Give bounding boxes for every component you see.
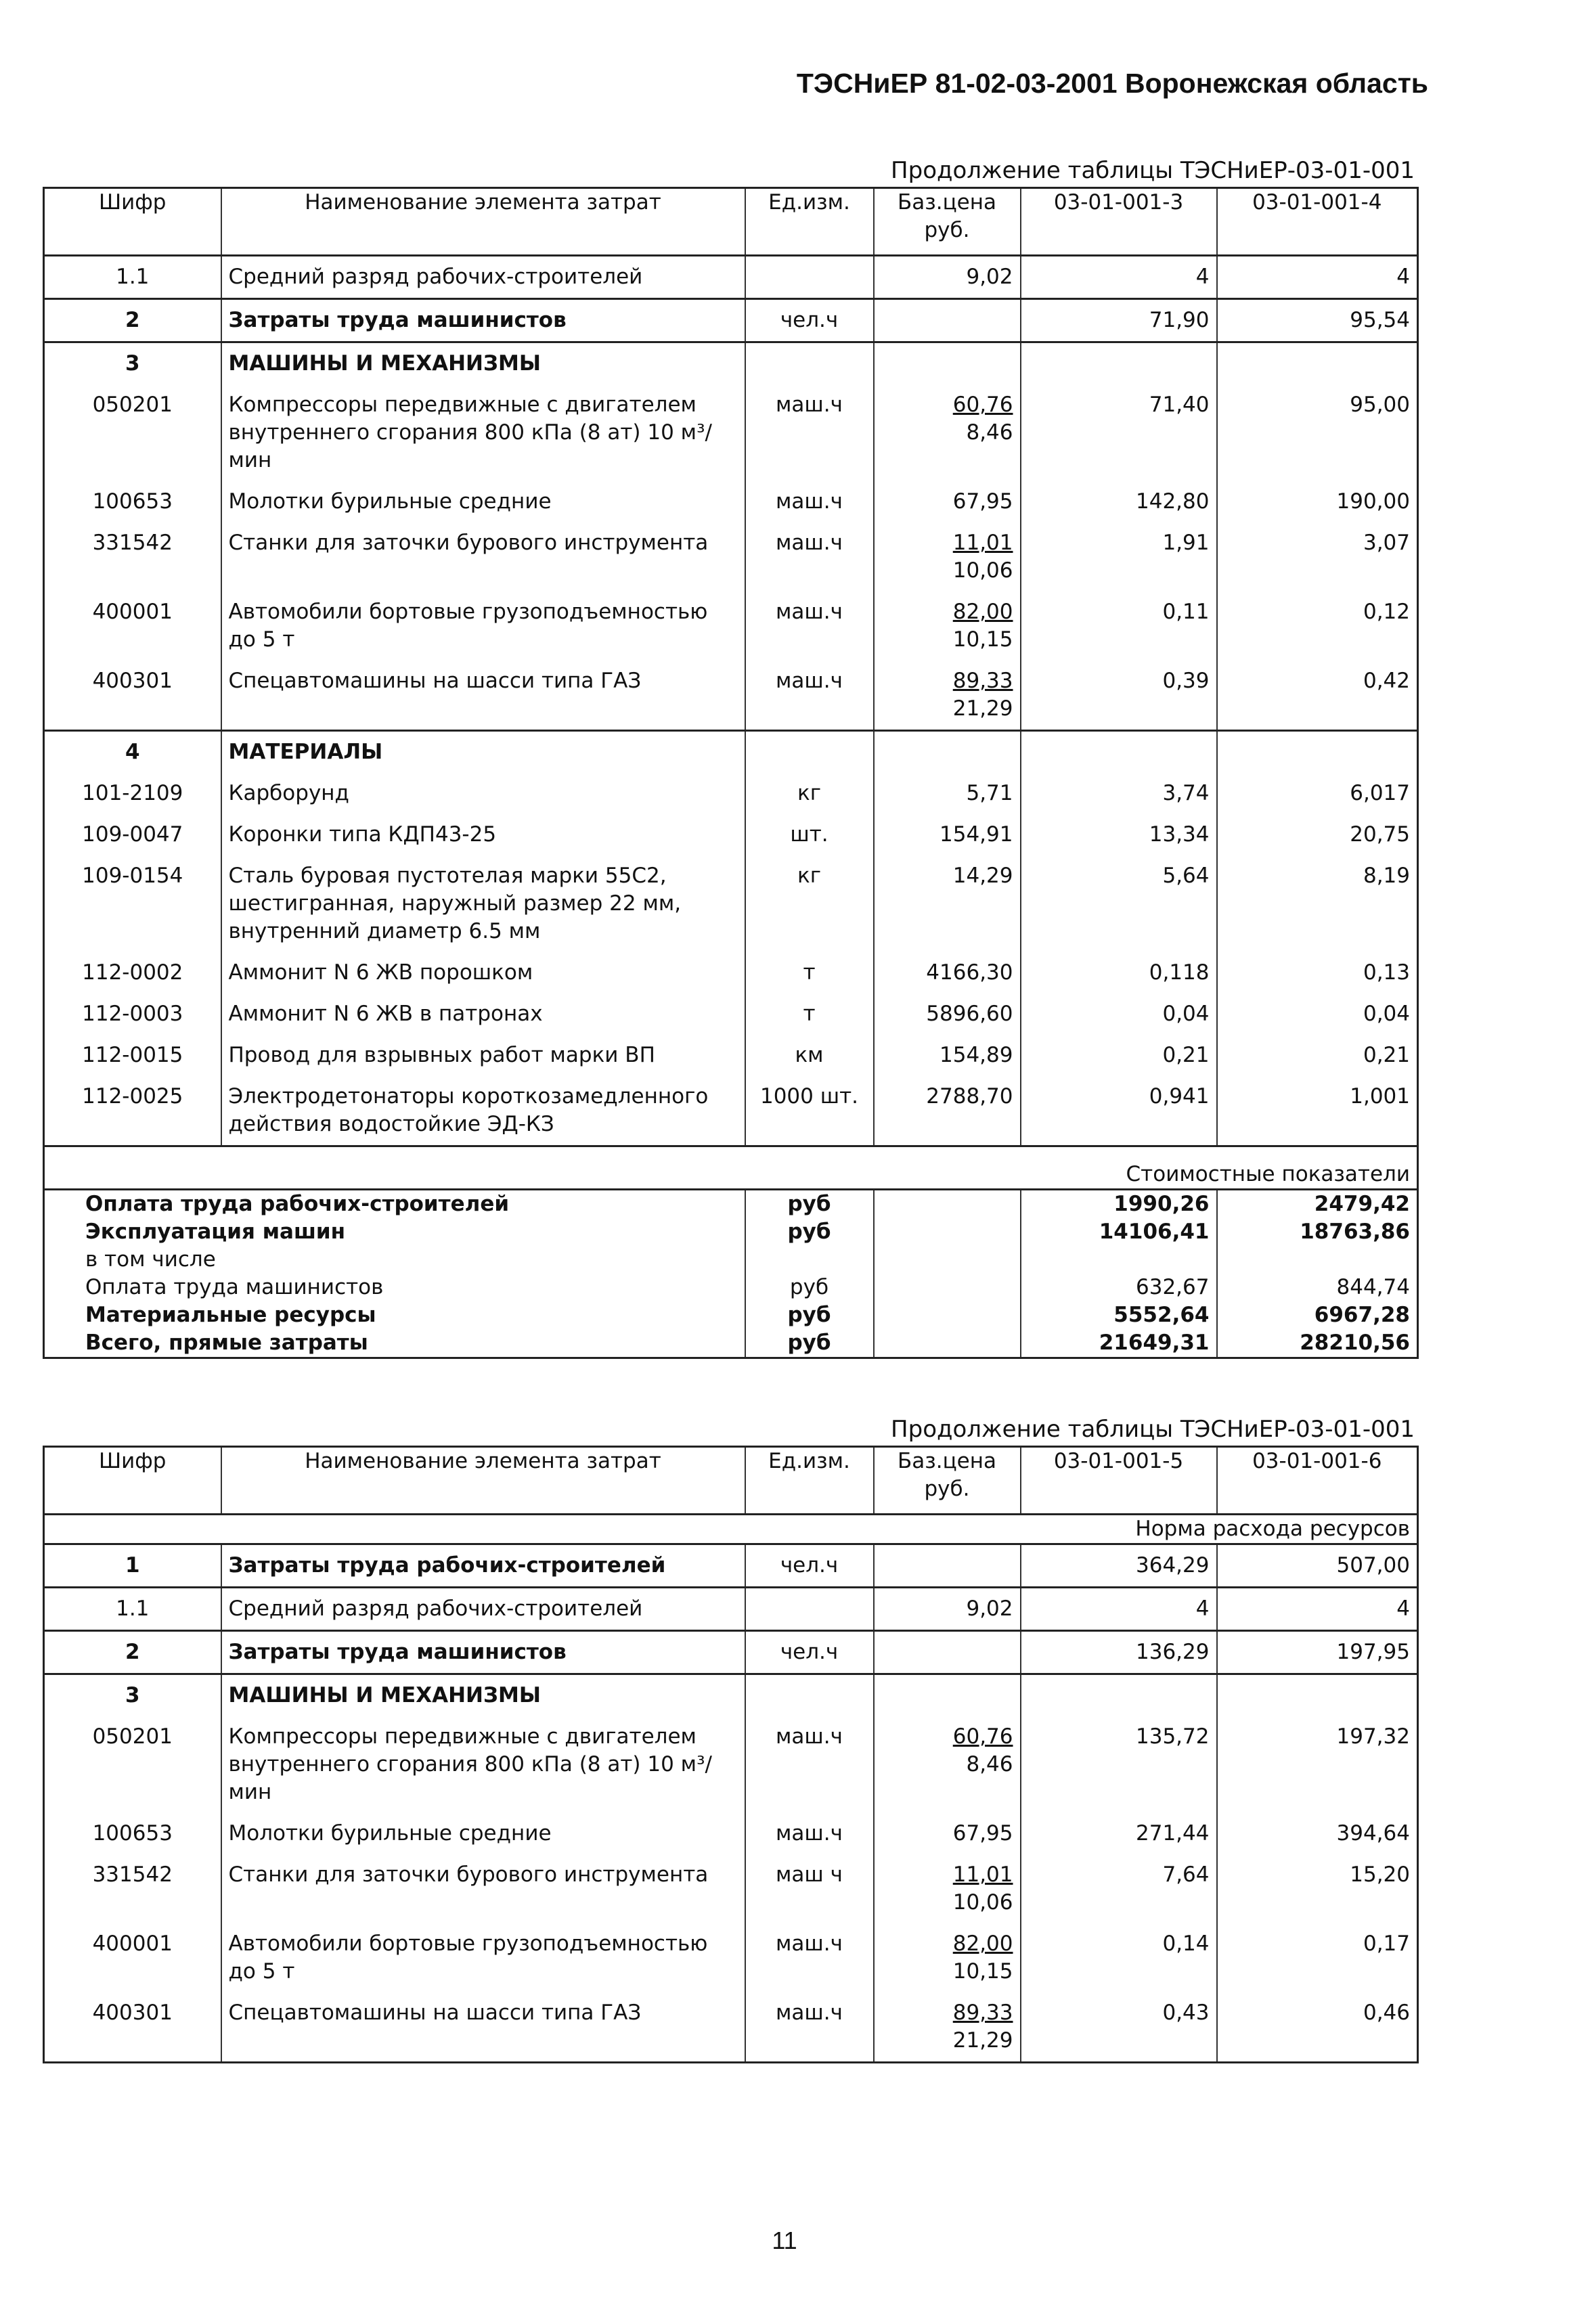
row-name: МАТЕРИАЛЫ [221,731,745,774]
row-base-price [874,661,1021,731]
row-base-price [874,299,1021,342]
row-code: 400301 [92,669,173,693]
row-norm-value-1 [1021,731,1217,774]
base-price-value: 11,01 [952,531,1013,555]
base-price-value: 89,33 [952,669,1013,693]
row-unit: маш.ч [745,522,874,591]
summary-label: Материальные ресурсы [85,1303,376,1327]
row-base-price [874,1854,1021,1923]
row-code: 1.1 [116,265,150,289]
row-name: Молотки бурильные средние [221,1813,745,1854]
row-unit: маш.ч [745,1992,874,2063]
row-unit: маш.ч [745,384,874,481]
row-unit: чел.ч [745,1631,874,1674]
table2 [43,1446,1419,2063]
base-price-value: 4166,30 [926,960,1013,985]
table1-header-row [44,188,1418,256]
table-row [44,1923,1418,1992]
row-unit: 1000 шт. [745,1076,874,1146]
row-norm-value-1: 271,44 [1021,1813,1217,1854]
row-code: 3 [125,351,140,376]
table-row [44,661,1418,731]
column-header-norm-4: 03-01-001-4 [1217,188,1418,256]
row-name: Компрессоры передвижные с двигателем внутреннего сгорания 800 кПа (8 ат) 10 м³/мин [221,384,745,481]
row-unit [745,256,874,299]
summary-value-1: 632,67 [1021,1274,1217,1301]
row-code: 100653 [92,489,173,514]
row-norm-value-2 [1217,342,1418,385]
row-norm-value-1: 0,04 [1021,993,1217,1035]
row-unit: шт. [745,814,874,855]
row-unit: маш.ч [745,591,874,661]
column-header-norm-3: 03-01-001-3 [1021,188,1217,256]
column-header-norm-6: 03-01-001-6 [1217,1447,1418,1515]
row-norm-value-1 [1021,1674,1217,1717]
table-row [44,522,1418,591]
row-name: МАШИНЫ И МЕХАНИЗМЫ [221,1674,745,1717]
base-price-wage-value: 10,06 [952,558,1013,583]
summary-empty [874,1218,1021,1246]
base-price-wage-value: 10,15 [952,1959,1013,1984]
summary-value-1 [1021,1246,1217,1274]
table-row [44,481,1418,522]
row-base-price [874,814,1021,855]
row-code: 112-0015 [82,1043,183,1067]
base-price-value: 5,71 [966,781,1013,805]
summary-unit: руб [745,1274,874,1301]
row-code: 050201 [92,393,173,417]
row-norm-value-1: 13,34 [1021,814,1217,855]
row-norm-value-2: 197,32 [1217,1716,1418,1813]
row-norm-value-1: 0,14 [1021,1923,1217,1992]
row-norm-value-1: 71,40 [1021,384,1217,481]
column-header-norm-5: 03-01-001-5 [1021,1447,1217,1515]
summary-value-2: 2479,42 [1217,1190,1418,1219]
row-norm-value-1: 0,941 [1021,1076,1217,1146]
row-norm-value-2: 0,12 [1217,591,1418,661]
row-unit: маш ч [745,1854,874,1923]
row-code: 4 [125,740,140,764]
row-norm-value-2: 190,00 [1217,481,1418,522]
row-norm-value-2: 0,13 [1217,952,1418,993]
row-code: 400001 [92,1931,173,1956]
row-base-price [874,1076,1021,1146]
row-norm-value-2: 6,017 [1217,773,1418,814]
base-price-value: 82,00 [952,1931,1013,1956]
summary-empty [874,1301,1021,1329]
summary-value-1: 1990,26 [1021,1190,1217,1219]
row-name: Коронки типа КДП43-25 [221,814,745,855]
row-name: Средний разряд рабочих-строителей [221,1588,745,1631]
row-name: Станки для заточки бурового инструмента [221,1854,745,1923]
table-row [44,384,1418,481]
row-code: 109-0047 [82,822,183,847]
summary-row [44,1246,1418,1274]
row-code: 2 [125,1640,140,1664]
row-unit: чел.ч [745,1544,874,1588]
row-base-price [874,1992,1021,2063]
page-number: 11 [772,2227,797,2254]
table-row [44,256,1418,299]
row-name: Затраты труда машинистов [221,299,745,342]
section-row [44,1631,1418,1674]
summary-unit: руб [745,1329,874,1358]
summary-empty [874,1246,1021,1274]
row-name: МАШИНЫ И МЕХАНИЗМЫ [221,342,745,385]
row-norm-value-2: 20,75 [1217,814,1418,855]
row-base-price [874,1716,1021,1813]
base-price-value: 14,29 [952,864,1013,888]
row-norm-value-2: 0,21 [1217,1035,1418,1076]
column-header-base-price: Баз.цена руб. [874,188,1021,256]
table-row [44,1716,1418,1813]
row-name: Карборунд [221,773,745,814]
row-name: Электродетонаторы короткозамедленного действия водостойкие ЭД-КЗ [221,1076,745,1146]
row-norm-value-1: 4 [1021,256,1217,299]
summary-unit: руб [745,1301,874,1329]
summary-row [44,1190,1418,1219]
row-unit: кг [745,855,874,952]
row-code: 101-2109 [82,781,183,805]
row-code: 331542 [92,531,173,555]
table-row [44,855,1418,952]
row-norm-value-1: 0,43 [1021,1992,1217,2063]
row-name: Молотки бурильные средние [221,481,745,522]
row-norm-value-2 [1217,731,1418,774]
row-base-price [874,1923,1021,1992]
row-unit: маш.ч [745,1813,874,1854]
table1-cost-heading-row [44,1146,1418,1190]
row-norm-value-2: 1,001 [1217,1076,1418,1146]
section-row [44,731,1418,774]
table1 [43,187,1419,1359]
row-base-price [874,1674,1021,1717]
summary-empty [874,1190,1021,1219]
row-unit: маш.ч [745,1923,874,1992]
table-row [44,952,1418,993]
row-norm-value-1: 0,21 [1021,1035,1217,1076]
base-price-value: 11,01 [952,1862,1013,1887]
base-price-value: 89,33 [952,2001,1013,2025]
row-norm-value-1: 3,74 [1021,773,1217,814]
summary-value-2: 6967,28 [1217,1301,1418,1329]
row-base-price [874,1035,1021,1076]
table2-caption: Продолжение таблицы ТЭСНиЕР-03-01-001 [891,1416,1415,1443]
base-price-wage-value: 10,15 [952,627,1013,652]
row-norm-value-2: 3,07 [1217,522,1418,591]
row-name: Автомобили бортовые грузоподъемностью до 5 т [221,1923,745,1992]
table2-norm-heading-row [44,1515,1418,1544]
row-name: Компрессоры передвижные с двигателем внутреннего сгорания 800 кПа (8 ат) 10 м³/мин [221,1716,745,1813]
row-code: 400001 [92,600,173,624]
base-price-wage-value: 21,29 [952,2028,1013,2053]
row-base-price [874,384,1021,481]
row-name: Спецавтомашины на шасси типа ГАЗ [221,1992,745,2063]
row-name: Станки для заточки бурового инструмента [221,522,745,591]
summary-row [44,1301,1418,1329]
row-unit [745,342,874,385]
document-header-title: ТЭСНиЕР 81-02-03-2001 Воронежская область [796,68,1428,99]
row-unit: маш.ч [745,661,874,731]
row-norm-value-1: 5,64 [1021,855,1217,952]
row-name: Средний разряд рабочих-строителей [221,256,745,299]
column-header-code: Шифр [99,190,167,215]
row-code: 400301 [92,2001,173,2025]
table-row [44,1854,1418,1923]
row-norm-value-2: 507,00 [1217,1544,1418,1588]
base-price-wage-value: 8,46 [966,1752,1013,1776]
row-base-price [874,481,1021,522]
row-name: Аммонит N 6 ЖВ порошком [221,952,745,993]
section-row [44,1544,1418,1588]
row-code: 331542 [92,1862,173,1887]
row-name: Автомобили бортовые грузоподъемностью до 5 т [221,591,745,661]
summary-value-2 [1217,1246,1418,1274]
summary-row [44,1329,1418,1358]
base-price-value: 154,91 [940,822,1013,847]
summary-value-1: 14106,41 [1021,1218,1217,1246]
row-unit [745,731,874,774]
row-base-price [874,1631,1021,1674]
row-code: 2 [125,308,140,332]
row-norm-value-2: 95,54 [1217,299,1418,342]
row-norm-value-2 [1217,1674,1418,1717]
row-unit: т [745,952,874,993]
row-norm-value-1: 364,29 [1021,1544,1217,1588]
row-norm-value-2: 8,19 [1217,855,1418,952]
table2-header-row [44,1447,1418,1515]
table-row [44,993,1418,1035]
base-price-value: 60,76 [952,393,1013,417]
row-norm-value-1: 4 [1021,1588,1217,1631]
row-code: 3 [125,1683,140,1707]
table-row [44,1588,1418,1631]
row-base-price [874,855,1021,952]
row-norm-value-1: 71,90 [1021,299,1217,342]
row-code: 1 [125,1553,140,1578]
section-row [44,342,1418,385]
base-price-value: 9,02 [966,265,1013,289]
row-norm-value-2: 95,00 [1217,384,1418,481]
base-price-value: 67,95 [952,1821,1013,1846]
summary-unit: руб [745,1218,874,1246]
row-code: 112-0025 [82,1084,183,1109]
row-unit [745,1674,874,1717]
row-norm-value-2: 0,17 [1217,1923,1418,1992]
row-norm-value-1: 136,29 [1021,1631,1217,1674]
table-row [44,1992,1418,2063]
row-norm-value-1: 142,80 [1021,481,1217,522]
row-unit: маш.ч [745,1716,874,1813]
row-base-price [874,1813,1021,1854]
row-unit [745,1588,874,1631]
row-norm-value-2: 4 [1217,256,1418,299]
summary-value-2: 18763,86 [1217,1218,1418,1246]
summary-label: в том числе [85,1247,216,1272]
column-header-name: Наименование элемента затрат [221,1447,745,1515]
row-base-price [874,993,1021,1035]
row-norm-value-2: 394,64 [1217,1813,1418,1854]
row-base-price [874,342,1021,385]
summary-value-2: 844,74 [1217,1274,1418,1301]
column-header-code: Шифр [99,1449,167,1473]
row-name: Спецавтомашины на шасси типа ГАЗ [221,661,745,731]
row-code: 109-0154 [82,864,183,888]
row-unit: маш.ч [745,481,874,522]
row-name: Аммонит N 6 ЖВ в патронах [221,993,745,1035]
summary-value-1: 5552,64 [1021,1301,1217,1329]
row-norm-value-1: 135,72 [1021,1716,1217,1813]
base-price-value: 60,76 [952,1724,1013,1749]
summary-unit [745,1246,874,1274]
row-norm-value-2: 0,46 [1217,1992,1418,2063]
row-norm-value-2: 0,04 [1217,993,1418,1035]
norm-heading: Норма расхода ресурсов [1135,1517,1410,1541]
row-base-price [874,591,1021,661]
row-norm-value-2: 4 [1217,1588,1418,1631]
summary-row [44,1274,1418,1301]
summary-value-1: 21649,31 [1021,1329,1217,1358]
row-base-price [874,256,1021,299]
row-norm-value-1: 7,64 [1021,1854,1217,1923]
table-row [44,1813,1418,1854]
row-code: 1.1 [116,1596,150,1621]
row-norm-value-2: 0,42 [1217,661,1418,731]
summary-unit: руб [745,1190,874,1219]
column-header-base-price: Баз.цена руб. [874,1447,1021,1515]
row-unit: чел.ч [745,299,874,342]
row-norm-value-1 [1021,342,1217,385]
row-norm-value-1: 0,118 [1021,952,1217,993]
column-header-name: Наименование элемента затрат [221,188,745,256]
row-base-price [874,731,1021,774]
row-base-price [874,773,1021,814]
base-price-value: 9,02 [966,1596,1013,1621]
summary-label: Оплата труда машинистов [85,1275,384,1299]
row-base-price [874,1588,1021,1631]
summary-empty [874,1274,1021,1301]
table1-caption: Продолжение таблицы ТЭСНиЕР-03-01-001 [891,157,1415,184]
base-price-value: 5896,60 [926,1002,1013,1026]
summary-value-2: 28210,56 [1217,1329,1418,1358]
row-code: 112-0003 [82,1002,183,1026]
base-price-value: 154,89 [940,1043,1013,1067]
row-norm-value-1: 1,91 [1021,522,1217,591]
base-price-wage-value: 10,06 [952,1890,1013,1915]
base-price-value: 67,95 [952,489,1013,514]
section-row [44,299,1418,342]
row-norm-value-1: 0,39 [1021,661,1217,731]
table-row [44,773,1418,814]
row-unit: км [745,1035,874,1076]
row-name: Затраты труда машинистов [221,1631,745,1674]
base-price-value: 82,00 [952,600,1013,624]
summary-label: Оплата труда рабочих-строителей [85,1192,510,1216]
table-row [44,1035,1418,1076]
row-name: Сталь буровая пустотелая марки 55С2, шестигранная, наружный размер 22 мм, внутренний диаметр 6.5 мм [221,855,745,952]
table-row [44,1076,1418,1146]
row-norm-value-1: 0,11 [1021,591,1217,661]
table-row [44,591,1418,661]
column-header-unit: Ед.изм. [745,188,874,256]
summary-row [44,1218,1418,1246]
row-code: 050201 [92,1724,173,1749]
summary-label: Всего, прямые затраты [85,1331,368,1355]
base-price-value: 2788,70 [926,1084,1013,1109]
column-header-unit: Ед.изм. [745,1447,874,1515]
cost-indicators-heading: Стоимостные показатели [1126,1162,1410,1186]
row-code: 112-0002 [82,960,183,985]
row-name: Провод для взрывных работ марки ВП [221,1035,745,1076]
base-price-wage-value: 8,46 [966,420,1013,445]
row-base-price [874,1544,1021,1588]
summary-empty [874,1329,1021,1358]
row-unit: т [745,993,874,1035]
row-unit: кг [745,773,874,814]
summary-label: Эксплуатация машин [85,1220,346,1244]
base-price-wage-value: 21,29 [952,696,1013,721]
row-name: Затраты труда рабочих-строителей [221,1544,745,1588]
row-code: 100653 [92,1821,173,1846]
section-row [44,1674,1418,1717]
table-row [44,814,1418,855]
row-base-price [874,952,1021,993]
row-base-price [874,522,1021,591]
row-norm-value-2: 15,20 [1217,1854,1418,1923]
row-norm-value-2: 197,95 [1217,1631,1418,1674]
